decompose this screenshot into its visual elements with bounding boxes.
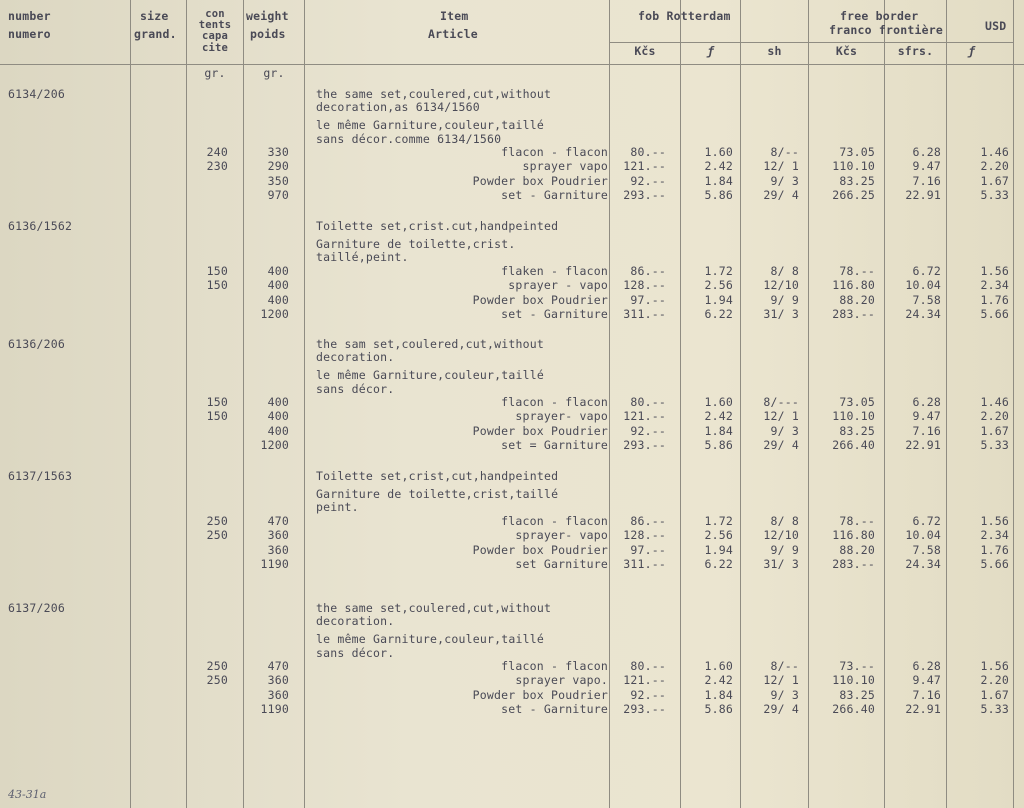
item-description-fr: le même Garniture,couleur,taillé — [316, 368, 544, 383]
header-franco-frontiere: franco frontière — [829, 23, 943, 37]
price-shilling: 8/-- — [770, 658, 799, 673]
component-name: set = Garniture — [501, 438, 608, 453]
item-description-en: the same set,coulered,cut,without — [316, 87, 552, 101]
header-fob: fob Rotterdam — [638, 9, 731, 23]
component-name: flacon - flacon — [501, 513, 608, 528]
price-sfrs: 6.28 — [912, 144, 941, 159]
item-description-fr: Garniture de toilette,crist,taillé — [316, 487, 559, 502]
weight-value: 360 — [267, 687, 289, 702]
header-capacity-3: capa — [201, 30, 229, 42]
price-kcs-border: 266.40 — [832, 702, 875, 717]
item-description-fr: sans décor. — [316, 645, 395, 660]
item-number: 6134/206 — [8, 87, 65, 101]
header-sfrs: sfrs. — [897, 44, 934, 58]
item-description-fr: Garniture de toilette,crist. — [316, 237, 516, 252]
price-shilling: 12/ 1 — [763, 159, 799, 174]
price-kcs-border: 266.25 — [832, 188, 875, 203]
weight-value: 360 — [267, 673, 289, 688]
price-shilling: 31/ 3 — [763, 557, 799, 572]
component-name: sprayer- vapo — [515, 409, 608, 424]
price-sfrs: 24.34 — [905, 557, 941, 572]
weight-value: 470 — [267, 658, 289, 673]
price-kcs-fob: 128.-- — [623, 278, 666, 293]
price-kcs-fob: 92.-- — [630, 687, 666, 702]
price-shilling: 12/ 1 — [763, 673, 799, 688]
weight-value: 470 — [267, 513, 289, 528]
item-description-en: the same set,coulered,cut,without — [316, 601, 552, 615]
component-name: flaken - flacon — [501, 263, 608, 278]
price-shilling: 9/ 3 — [770, 173, 799, 188]
capacity-value: 240 — [206, 144, 228, 159]
item-description-en: Toilette set,crist,cut,handpeinted — [316, 469, 559, 483]
price-guilder-fob: 1.60 — [704, 144, 733, 159]
price-shilling: 9/ 9 — [770, 292, 799, 307]
price-guilder-fob: 1.84 — [704, 173, 733, 188]
price-usd: 5.33 — [980, 188, 1009, 203]
header-shilling: sh — [767, 44, 782, 58]
price-kcs-fob: 80.-- — [630, 658, 666, 673]
header-size-fr: grand. — [134, 27, 177, 41]
price-usd: 5.33 — [980, 438, 1009, 453]
price-sfrs: 6.72 — [912, 263, 941, 278]
price-usd: 1.67 — [980, 173, 1009, 188]
price-sfrs: 6.72 — [912, 513, 941, 528]
header-size-en: size — [140, 9, 169, 23]
weight-value: 360 — [267, 542, 289, 557]
component-name: set - Garniture — [501, 307, 608, 322]
column-rule — [1013, 0, 1014, 808]
item-description-fr: le même Garniture,couleur,taillé — [316, 632, 544, 647]
price-shilling: 12/10 — [763, 528, 799, 543]
price-guilder-fob: 2.56 — [704, 278, 733, 293]
price-guilder-fob: 2.42 — [704, 159, 733, 174]
weight-value: 290 — [267, 159, 289, 174]
column-rule — [130, 0, 131, 808]
price-sfrs: 7.58 — [912, 292, 941, 307]
component-name: Powder box Poudrier — [472, 423, 608, 438]
header-guilder-border: ƒ — [968, 44, 976, 58]
price-sfrs: 6.28 — [912, 658, 941, 673]
price-guilder-fob: 6.22 — [704, 307, 733, 322]
price-sfrs: 10.04 — [905, 528, 941, 543]
price-kcs-border: 73.-- — [839, 658, 875, 673]
header-kcs-fob: Kčs — [634, 44, 656, 58]
header-number-en: number — [8, 9, 51, 23]
price-shilling: 9/ 3 — [770, 687, 799, 702]
item-description-fr: sans décor.comme 6134/1560 — [316, 131, 502, 146]
price-kcs-border: 283.-- — [832, 557, 875, 572]
weight-value: 1200 — [260, 438, 289, 453]
capacity-value: 150 — [206, 278, 228, 293]
price-kcs-border: 110.10 — [832, 673, 875, 688]
component-name: sprayer vapo — [522, 159, 608, 174]
price-shilling: 29/ 4 — [763, 438, 799, 453]
price-kcs-fob: 86.-- — [630, 513, 666, 528]
price-guilder-fob: 6.22 — [704, 557, 733, 572]
price-usd: 2.34 — [980, 278, 1009, 293]
price-kcs-fob: 92.-- — [630, 423, 666, 438]
capacity-value: 250 — [206, 528, 228, 543]
weight-value: 400 — [267, 263, 289, 278]
price-sfrs: 9.47 — [912, 673, 941, 688]
weight-value: 360 — [267, 528, 289, 543]
price-kcs-border: 88.20 — [839, 542, 875, 557]
price-kcs-border: 83.25 — [839, 423, 875, 438]
weight-value: 330 — [267, 144, 289, 159]
price-shilling: 8/--- — [763, 394, 799, 409]
weight-value: 400 — [267, 292, 289, 307]
header-usd: USD — [985, 19, 1007, 33]
price-kcs-border: 116.80 — [832, 528, 875, 543]
price-guilder-fob: 2.56 — [704, 528, 733, 543]
price-usd: 1.56 — [980, 658, 1009, 673]
price-sfrs: 7.16 — [912, 173, 941, 188]
price-usd: 5.66 — [980, 557, 1009, 572]
unit-weight: gr. — [263, 66, 285, 80]
price-usd: 1.46 — [980, 394, 1009, 409]
header-guilder-fob: ƒ — [706, 44, 715, 58]
price-usd: 5.66 — [980, 307, 1009, 322]
capacity-value: 230 — [206, 159, 228, 174]
price-guilder-fob: 1.72 — [704, 513, 733, 528]
capacity-value: 150 — [206, 394, 228, 409]
price-usd: 2.20 — [980, 409, 1009, 424]
weight-value: 400 — [267, 423, 289, 438]
price-usd: 2.20 — [980, 159, 1009, 174]
component-name: set - Garniture — [501, 702, 608, 717]
price-kcs-border: 83.25 — [839, 173, 875, 188]
item-description-fr: le même Garniture,couleur,taillé — [316, 118, 544, 133]
component-name: Powder box Poudrier — [472, 292, 608, 307]
price-kcs-fob: 86.-- — [630, 263, 666, 278]
price-usd: 5.33 — [980, 702, 1009, 717]
price-kcs-fob: 311.-- — [623, 557, 666, 572]
component-name: set - Garniture — [501, 188, 608, 203]
price-kcs-fob: 80.-- — [630, 394, 666, 409]
price-kcs-border: 110.10 — [832, 159, 875, 174]
header-capacity-4: cite — [201, 42, 229, 54]
price-usd: 2.34 — [980, 528, 1009, 543]
price-usd: 1.46 — [980, 144, 1009, 159]
price-kcs-fob: 80.-- — [630, 144, 666, 159]
price-guilder-fob: 1.94 — [704, 542, 733, 557]
price-kcs-fob: 92.-- — [630, 173, 666, 188]
price-shilling: 8/ 8 — [770, 263, 799, 278]
component-name: Powder box Poudrier — [472, 173, 608, 188]
header-capacity-1: con — [205, 8, 225, 20]
price-kcs-fob: 121.-- — [623, 159, 666, 174]
price-guilder-fob: 1.72 — [704, 263, 733, 278]
price-sfrs: 9.47 — [912, 159, 941, 174]
price-usd: 1.76 — [980, 542, 1009, 557]
price-sfrs: 6.28 — [912, 394, 941, 409]
item-description-en: the sam set,coulered,cut,without — [316, 337, 544, 351]
price-usd: 2.20 — [980, 673, 1009, 688]
capacity-value: 250 — [206, 658, 228, 673]
component-name: Powder box Poudrier — [472, 542, 608, 557]
price-kcs-fob: 128.-- — [623, 528, 666, 543]
price-shilling: 9/ 3 — [770, 423, 799, 438]
price-usd: 1.56 — [980, 513, 1009, 528]
price-shilling: 9/ 9 — [770, 542, 799, 557]
header-item-fr: Article — [428, 27, 478, 41]
price-sfrs: 22.91 — [905, 702, 941, 717]
price-guilder-fob: 1.84 — [704, 687, 733, 702]
price-kcs-border: 73.05 — [839, 144, 875, 159]
price-usd: 1.67 — [980, 687, 1009, 702]
price-guilder-fob: 5.86 — [704, 438, 733, 453]
item-description-fr: sans décor. — [316, 381, 395, 396]
header-kcs-border: Kčs — [835, 44, 858, 58]
item-description-en: decoration,as 6134/1560 — [316, 100, 480, 115]
component-name: flacon - flacon — [501, 144, 608, 159]
price-shilling: 31/ 3 — [763, 307, 799, 322]
price-guilder-fob: 2.42 — [704, 409, 733, 424]
price-guilder-fob: 5.86 — [704, 702, 733, 717]
component-name: sprayer - vapo — [508, 278, 608, 293]
header-free-border: free border — [840, 9, 919, 23]
price-kcs-border: 283.-- — [832, 307, 875, 322]
capacity-value: 150 — [206, 409, 228, 424]
price-usd: 1.56 — [980, 263, 1009, 278]
unit-capacity: gr. — [204, 66, 226, 80]
weight-value: 400 — [267, 278, 289, 293]
price-kcs-fob: 293.-- — [623, 188, 666, 203]
price-shilling: 8/ 8 — [770, 513, 799, 528]
subheader-rule — [609, 42, 1014, 43]
handwritten-note: 43-31a — [8, 788, 47, 801]
price-guilder-fob: 1.94 — [704, 292, 733, 307]
item-description-en: Toilette set,crist.cut,handpeinted — [316, 219, 559, 233]
weight-value: 1200 — [260, 307, 289, 322]
price-usd: 1.76 — [980, 292, 1009, 307]
component-name: sprayer- vapo — [515, 528, 608, 543]
header-rule — [0, 64, 1024, 65]
weight-value: 400 — [267, 409, 289, 424]
price-sfrs: 7.58 — [912, 542, 941, 557]
capacity-value: 150 — [206, 263, 228, 278]
header-number-fr: numero — [8, 27, 51, 41]
column-rule — [186, 0, 187, 808]
component-name: flacon - flacon — [501, 394, 608, 409]
price-guilder-fob: 1.60 — [704, 658, 733, 673]
price-shilling: 29/ 4 — [763, 702, 799, 717]
weight-value: 1190 — [260, 557, 289, 572]
item-number: 6136/1562 — [8, 219, 73, 233]
price-guilder-fob: 5.86 — [704, 188, 733, 203]
component-name: set Garniture — [515, 557, 608, 572]
component-name: flacon - flacon — [501, 658, 608, 673]
column-rule — [243, 0, 244, 808]
price-sfrs: 9.47 — [912, 409, 941, 424]
price-kcs-border: 78.-- — [839, 263, 875, 278]
price-sfrs: 10.04 — [905, 278, 941, 293]
price-guilder-fob: 1.84 — [704, 423, 733, 438]
header-rule — [186, 64, 304, 65]
item-description-fr: peint. — [316, 500, 359, 515]
item-description-fr: taillé,peint. — [316, 250, 409, 265]
column-rule — [304, 0, 305, 808]
price-shilling: 12/10 — [763, 278, 799, 293]
price-kcs-fob: 293.-- — [623, 702, 666, 717]
item-description-en: decoration. — [316, 350, 395, 365]
price-kcs-border: 83.25 — [839, 687, 875, 702]
capacity-value: 250 — [206, 673, 228, 688]
price-kcs-fob: 293.-- — [623, 438, 666, 453]
header-weight-fr: poids — [250, 27, 286, 41]
header-weight-en: weight — [246, 9, 289, 23]
price-kcs-fob: 97.-- — [630, 292, 666, 307]
component-name: Powder box Poudrier — [472, 687, 608, 702]
price-guilder-fob: 1.60 — [704, 394, 733, 409]
price-usd: 1.67 — [980, 423, 1009, 438]
price-shilling: 12/ 1 — [763, 409, 799, 424]
price-kcs-border: 116.80 — [832, 278, 875, 293]
price-sfrs: 22.91 — [905, 438, 941, 453]
weight-value: 350 — [267, 173, 289, 188]
item-description-en: decoration. — [316, 614, 395, 629]
item-number: 6137/1563 — [8, 469, 73, 483]
item-number: 6137/206 — [8, 601, 65, 615]
price-kcs-border: 78.-- — [839, 513, 875, 528]
price-guilder-fob: 2.42 — [704, 673, 733, 688]
price-kcs-border: 88.20 — [839, 292, 875, 307]
weight-value: 1190 — [260, 702, 289, 717]
price-kcs-border: 266.40 — [832, 438, 875, 453]
header-item-en: Item — [440, 9, 469, 23]
price-kcs-border: 73.05 — [839, 394, 875, 409]
capacity-value: 250 — [206, 513, 228, 528]
weight-value: 970 — [267, 188, 289, 203]
weight-value: 400 — [267, 394, 289, 409]
price-shilling: 29/ 4 — [763, 188, 799, 203]
price-kcs-fob: 97.-- — [630, 542, 666, 557]
component-name: sprayer vapo. — [515, 673, 608, 688]
price-kcs-fob: 121.-- — [623, 409, 666, 424]
item-number: 6136/206 — [8, 337, 65, 351]
price-sfrs: 7.16 — [912, 423, 941, 438]
price-sfrs: 7.16 — [912, 687, 941, 702]
price-sfrs: 24.34 — [905, 307, 941, 322]
price-shilling: 8/-- — [770, 144, 799, 159]
price-kcs-fob: 311.-- — [623, 307, 666, 322]
price-kcs-border: 110.10 — [832, 409, 875, 424]
price-sfrs: 22.91 — [905, 188, 941, 203]
price-kcs-fob: 121.-- — [623, 673, 666, 688]
header-capacity-2: tents — [198, 19, 232, 31]
